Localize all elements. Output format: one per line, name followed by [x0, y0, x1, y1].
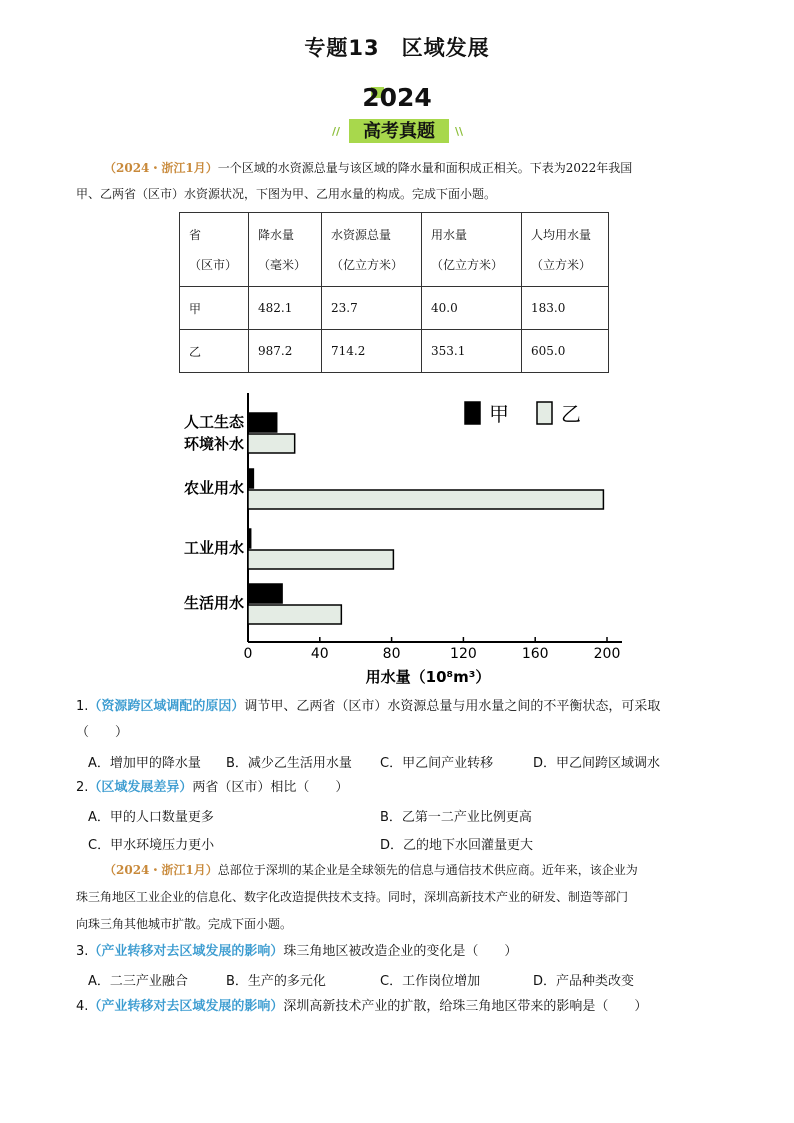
intro-paragraph-1: （2024・浙江1月）一个区域的水资源总量与该区域的降水量和面积成正相关。下表为2022年我国 [104, 161, 633, 175]
bar-yi [248, 490, 603, 509]
x-tick-label: 40 [310, 646, 329, 662]
bar-jia [248, 529, 251, 548]
question-1: 1.（资源跨区域调配的原因）调节甲、乙两省（区市）水资源总量与用水量之间的不平衡状态，可采取 [76, 699, 661, 714]
legend-swatch-yi [537, 402, 552, 424]
question-4: 4.（产业转移对去区域发展的影响）深圳高新技术产业的扩散，给珠三角地区带来的影响是（ ） [76, 999, 648, 1014]
category-label: 人工生态 [183, 413, 244, 431]
banner-right-slash: \\ [455, 125, 464, 138]
x-tick-label: 120 [450, 646, 477, 662]
question-tag: （区域发展差异） [88, 780, 193, 795]
question-tag: （资源跨区域调配的原因） [88, 699, 245, 714]
x-tick-label: 0 [243, 646, 253, 662]
bar-yi [248, 605, 341, 624]
year-heading: 2024 [362, 83, 432, 112]
q2-option-d[interactable]: D．乙的地下水回灌量更大 [380, 838, 534, 853]
bar-jia [248, 584, 282, 603]
x-axis-label: 用水量（10⁸m³） [365, 668, 491, 686]
q1-option-b[interactable]: B．减少乙生活用水量 [226, 756, 352, 771]
bar-yi [248, 550, 393, 569]
x-tick-label: 160 [521, 646, 549, 662]
intro-paragraph-2-line2: 珠三角地区工业企业的信息化、数字化改造提供技术支持。同时，深圳高新技术产业的研发、制造等部门 [76, 890, 629, 904]
legend-label-yi: 乙 [561, 402, 581, 426]
source-label: （2024・浙江1月） [104, 863, 218, 877]
q3-option-c[interactable]: C．工作岗位增加 [380, 974, 481, 989]
table-cell: 甲 [180, 287, 249, 330]
page-title: 专题13 区域发展 [304, 36, 490, 60]
table-header-cell: 水资源总量 （亿立方米） [322, 213, 422, 287]
water-resource-table [179, 212, 609, 373]
water-use-chart [160, 385, 640, 690]
table-cell: 183.0 [522, 287, 609, 330]
table-header-cell: 省 （区市） [180, 213, 249, 287]
intro-paragraph-1-line2: 甲、乙两省（区市）水资源状况，下图为甲、乙用水量的构成。完成下面小题。 [76, 187, 497, 201]
q3-option-a[interactable]: A．二三产业融合 [88, 974, 188, 989]
intro-paragraph-2-line3: 向珠三角其他城市扩散。完成下面小题。 [76, 917, 293, 931]
q2-option-b[interactable]: B．乙第一二产业比例更高 [380, 810, 532, 825]
question-tag: （产业转移对去区域发展的影响） [88, 944, 284, 959]
q2-option-a[interactable]: A．甲的人口数量更多 [88, 810, 214, 825]
bar-yi [248, 434, 295, 453]
question-tag: （产业转移对去区域发展的影响） [88, 999, 284, 1014]
table-cell: 605.0 [522, 330, 609, 373]
table-cell: 987.2 [249, 330, 322, 373]
intro-paragraph-2: （2024・浙江1月）总部位于深圳的某企业是全球领先的信息与通信技术供应商。近年来，该企业为 [104, 863, 638, 877]
x-tick-label: 80 [382, 646, 401, 662]
q1-option-c[interactable]: C．甲乙间产业转移 [380, 756, 494, 771]
table-header-cell: 降水量 （毫米） [249, 213, 322, 287]
q1-option-a[interactable]: A．增加甲的降水量 [88, 756, 201, 771]
q3-option-b[interactable]: B．生产的多元化 [226, 974, 326, 989]
category-label: 生活用水 [183, 594, 244, 612]
x-tick-label: 200 [593, 646, 621, 662]
source-label: （2024・浙江1月） [104, 161, 218, 175]
q3-option-d[interactable]: D．产品种类改变 [533, 974, 635, 989]
section-banner: 高考真题 [363, 121, 435, 142]
table-row [180, 287, 609, 330]
category-label: 农业用水 [183, 479, 244, 497]
table-cell: 23.7 [322, 287, 422, 330]
table-row [180, 330, 609, 373]
question-3: 3.（产业转移对去区域发展的影响）珠三角地区被改造企业的变化是（ ） [76, 944, 518, 959]
question-1-continuation: （ ） [76, 725, 129, 740]
question-2: 2.（区域发展差异）两省（区市）相比（ ） [76, 780, 349, 795]
q2-option-c[interactable]: C．甲水环境压力更小 [88, 838, 215, 853]
category-label: 工业用水 [183, 539, 244, 557]
table-header-cell: 人均用水量 （立方米） [522, 213, 609, 287]
category-label: 环境补水 [183, 435, 244, 453]
table-cell: 40.0 [422, 287, 522, 330]
table-header-cell: 用水量 （亿立方米） [422, 213, 522, 287]
table-cell: 714.2 [322, 330, 422, 373]
banner-left-slash: // [332, 125, 341, 138]
table-cell: 乙 [180, 330, 249, 373]
legend-label-jia: 甲 [489, 402, 509, 426]
bar-jia [248, 469, 253, 488]
legend-swatch-jia [465, 402, 480, 424]
table-cell: 353.1 [422, 330, 522, 373]
table-header-row [180, 213, 609, 287]
bar-jia [248, 413, 277, 432]
table-cell: 482.1 [249, 287, 322, 330]
q1-option-d[interactable]: D．甲乙间跨区域调水 [533, 756, 661, 771]
